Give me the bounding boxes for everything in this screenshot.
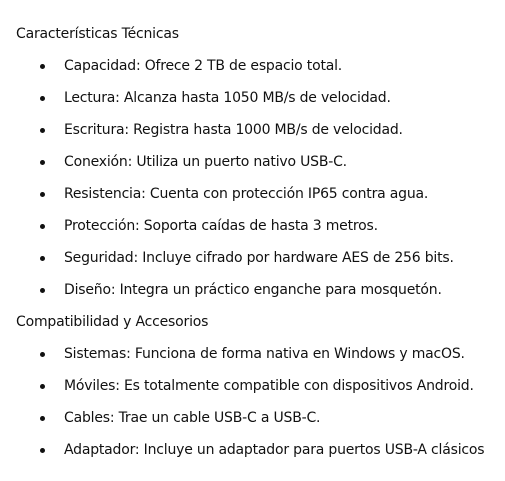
section-caracteristicas-tecnicas bbox=[16, 24, 505, 301]
section-compatibilidad-accesorios bbox=[16, 312, 505, 461]
list-item bbox=[16, 216, 505, 237]
list-item bbox=[16, 120, 505, 141]
list-item bbox=[16, 280, 505, 301]
list-item-text: Cables: Trae un cable USB-C a USB-C. bbox=[64, 410, 321, 426]
list-item-text: Conexión: Utiliza un puerto nativo USB-C. bbox=[64, 154, 347, 170]
list-item bbox=[16, 152, 505, 173]
list-item bbox=[16, 56, 505, 77]
bullet-icon bbox=[40, 448, 45, 453]
list-item-text: Sistemas: Funciona de forma nativa en Windows y macOS. bbox=[64, 346, 465, 362]
bullet-icon bbox=[40, 128, 45, 133]
list-item bbox=[16, 248, 505, 269]
section-heading: Compatibilidad y Accesorios bbox=[16, 314, 209, 330]
list-item-text: Protección: Soporta caídas de hasta 3 metros. bbox=[64, 218, 378, 234]
list-item-text: Móviles: Es totalmente compatible con dispositivos Android. bbox=[64, 378, 474, 394]
bullet-icon bbox=[40, 384, 45, 389]
bullet-icon bbox=[40, 224, 45, 229]
list-item bbox=[16, 408, 505, 429]
list-item-text: Capacidad: Ofrece 2 TB de espacio total. bbox=[64, 58, 343, 74]
list-item bbox=[16, 344, 505, 365]
bullet-icon bbox=[40, 64, 45, 69]
bullet-icon bbox=[40, 416, 45, 421]
bullet-icon bbox=[40, 352, 45, 357]
bullet-icon bbox=[40, 160, 45, 165]
bullet-icon bbox=[40, 256, 45, 261]
list-item bbox=[16, 376, 505, 397]
list-item bbox=[16, 440, 505, 461]
list-item-text: Escritura: Registra hasta 1000 MB/s de velocidad. bbox=[64, 122, 403, 138]
bullet-list bbox=[16, 56, 505, 301]
list-item-text: Adaptador: Incluye un adaptador para puertos USB-A clásicos bbox=[64, 442, 485, 458]
list-item-text: Resistencia: Cuenta con protección IP65 contra agua. bbox=[64, 186, 429, 202]
section-heading: Características Técnicas bbox=[16, 26, 179, 42]
list-item-text: Lectura: Alcanza hasta 1050 MB/s de velocidad. bbox=[64, 90, 391, 106]
bullet-list bbox=[16, 344, 505, 461]
list-item-text: Diseño: Integra un práctico enganche para mosquetón. bbox=[64, 282, 442, 298]
list-item bbox=[16, 184, 505, 205]
list-item-text: Seguridad: Incluye cifrado por hardware AES de 256 bits. bbox=[64, 250, 454, 266]
bullet-icon bbox=[40, 96, 45, 101]
list-item bbox=[16, 88, 505, 109]
bullet-icon bbox=[40, 192, 45, 197]
bullet-icon bbox=[40, 288, 45, 293]
